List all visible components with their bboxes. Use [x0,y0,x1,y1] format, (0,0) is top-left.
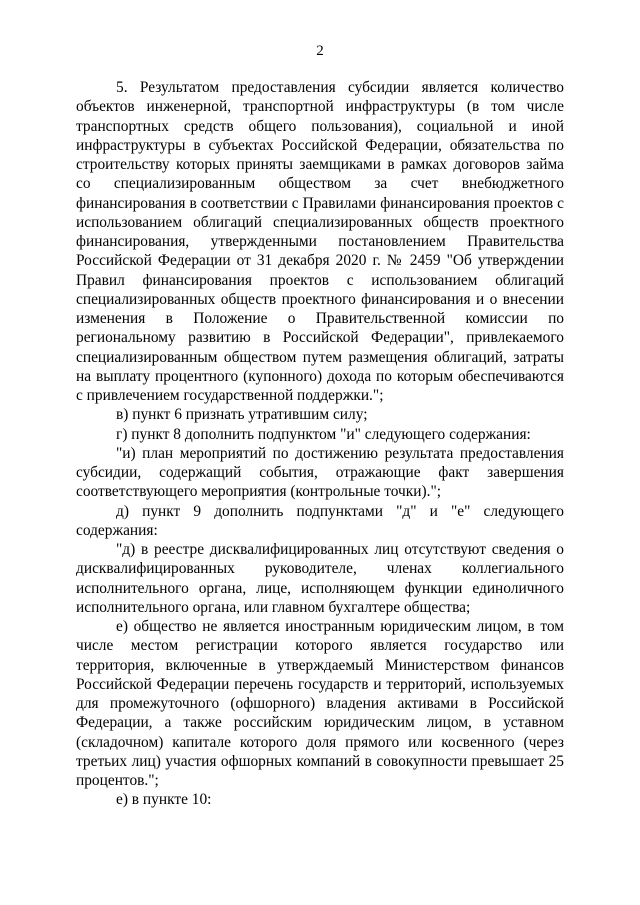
paragraph-item-v: в) пункт 6 признать утратившим силу; [116,406,368,424]
paragraph-subitem-d: "д) в реестре дисквалифицированных лиц отсутствуют сведения о дисквалифицированных руководителе, членах коллегиального исполнительного органа, лице, исполняющем функции единоличного исполнительного органа, или главном бухгалтере общества; [76,541,564,616]
paragraph-item-5-result: 5. Результатом предоставления субсидии является количество объектов инженерной, транспортной инфраструктуры (в том числе транспортных средств общего пользования), социальной и иной инфраструктуры в субъектах Российской Федерации, обязательства по строительству которых приняты заемщиками в рамках договоров займа со специализированным обществом за счет внебюджетного финансирования в соответствии с Правилами финансирования проектов с использованием облигаций специализированных обществ проектного финансирования, утвержденными постановлением Правительства Российской Федерации от 31 декабря 2020 г. № 2459 "Об утверждении Правил финансирования проектов с использованием облигаций специализированных обществ проектного финансирования и о внесении изменения в Положение о Правительственной комиссии по региональному развитию в Российской Федерации", привлекаемого специализированным обществом путем размещения облигаций, затраты на выплату процентного (купонного) дохода по которым обеспечиваются с привлечением государственной поддержки."; [76,79,564,404]
paragraph-subitem-e: е) общество не является иностранным юридическим лицом, в том числе местом регистрации которого является государство или территория, включенные в утверждаемый Министерством финансов Российской Федерации перечень государств и территорий, используемых для промежуточного (офшорного) владения активами в Российской Федерации, а также российским юридическим лицом, в уставном (складочном) капитале которого доля прямого или косвенного (через третьих лиц) участия офшорных компаний в совокупности превышает 25 процентов."; [76,618,564,789]
document-body [76,78,564,810]
page-number: 2 [316,43,324,59]
paragraph-item-d: д) пункт 9 дополнить подпунктами "д" и "е" следующего содержания: [76,502,564,539]
paragraph-subitem-i: "и) план мероприятий по достижению результата предоставления субсидии, содержащий события, отражающие факт завершения соответствующего мероприятия (контрольные точки)."; [76,444,564,501]
paragraph-item-e: е) в пункте 10: [116,791,212,809]
paragraph-item-g: г) пункт 8 дополнить подпунктом "и" следующего содержания: [116,425,531,443]
